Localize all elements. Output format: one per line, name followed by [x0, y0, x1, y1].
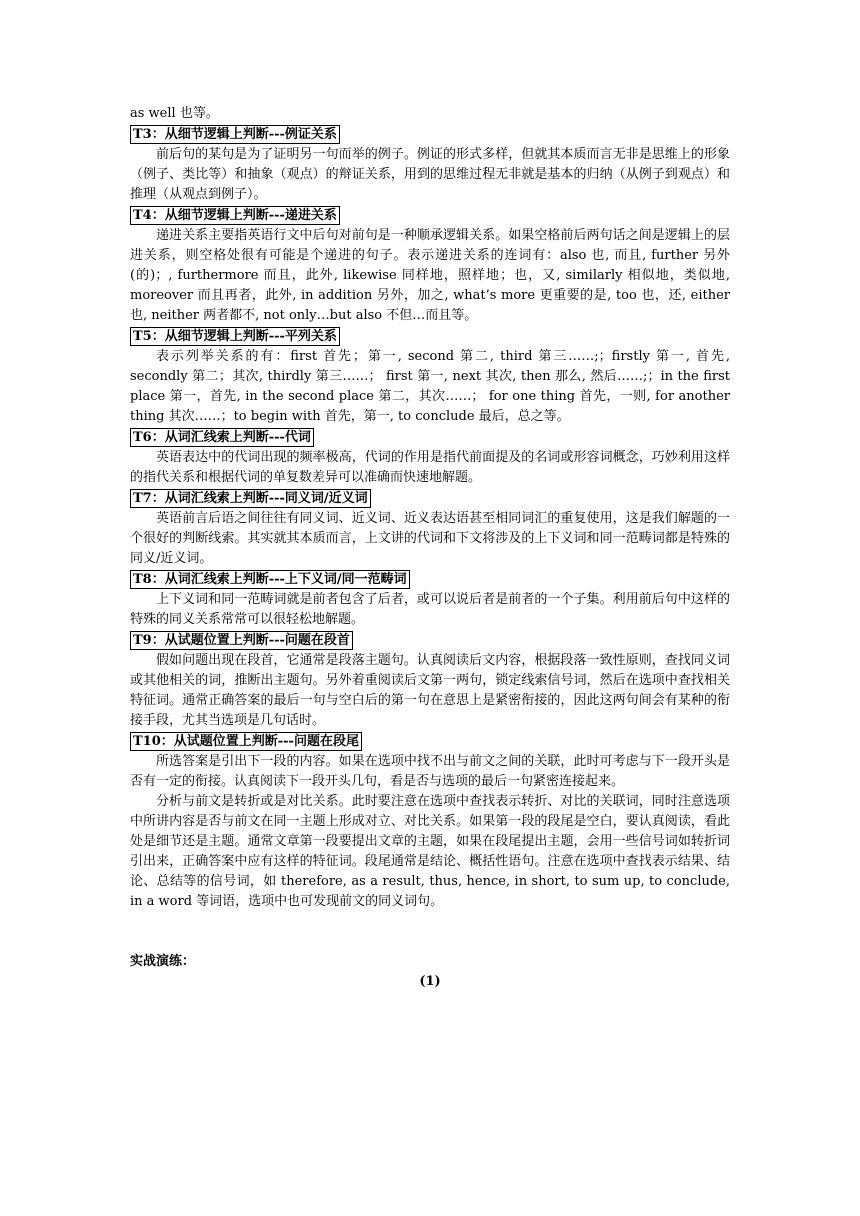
spacer [130, 912, 730, 952]
section-t8 [130, 569, 730, 630]
section-heading: T5：从细节逻辑上判断---平列关系 [130, 327, 340, 346]
section-paragraph: 分析与前文是转折或是对比关系。此时要注意在选项中查找表示转折、对比的关联词，同时注意选项中所讲内容是否与前文在同一主题上形成对立、对比关系。如果第一段的段尾是空白，要认真阅读，看此处是细节还是主题。通常文章第一段要提出文章的主题，如果在段尾提出主题，会用一些信号词如转折词引出来，正确答案中应有这样的特征词。段尾通常是结论、概括性语句。注意在选项中查找表示结果、结论、总结等的信号词，如 therefore, as a result, thus, hence, in short, to sum up, to conclude, in a word 等词语，选项中也可发现前文的同义词句。 [130, 794, 730, 909]
section-t5 [130, 326, 730, 427]
practice-number: (1) [419, 974, 441, 989]
section-heading: T3：从细节逻辑上判断---例证关系 [130, 125, 340, 144]
section-heading: T7：从词汇线索上判断---同义词/近义词 [130, 489, 371, 508]
section-paragraph: 表示列举关系的有：first 首先；第一, second 第二, third 第三……;；firstly 第一, 首先, secondly 第二；其次, thirdly 第三……； first 第一, next 其次, then 那么, 然后……;；in the first place 第一，首先, in the second place 第二，其次……； for one thing 首先，一则, for another thing 其次……；to begin with 首先，第一, to conclude 最后，总之等。 [130, 349, 730, 424]
section-heading: T6：从词汇线索上判断---代词 [130, 428, 314, 447]
section-paragraph: 英语前言后语之间往往有同义词、近义词、近义表达语甚至相同词汇的重复使用，这是我们解题的一个很好的判断线索。其实就其本质而言，上文讲的代词和下文将涉及的上下义词和同一范畴词都是特殊的同义/近义词。 [130, 511, 730, 566]
section-t10 [130, 731, 730, 912]
section-paragraph: 所选答案是引出下一段的内容。如果在选项中找不出与前文之间的关联，此时可考虑与下一段开头是否有一定的衔接。认真阅读下一段开头几句，看是否与选项的最后一句紧密连接起来。 [130, 754, 730, 789]
practice-label: 实战演练： [130, 954, 196, 969]
section-paragraph: 假如问题出现在段首，它通常是段落主题句。认真阅读后文内容，根据段落一致性原则，查找同义词或其他相关的词，推断出主题句。另外着重阅读后文第一两句，锁定线索信号词，然后在选项中查找相关特征词。通常正确答案的最后一句与空白后的第一句在意思上是紧密衔接的，因此这两句间会有某种的衔接手段，尤其当选项是几句话时。 [130, 653, 730, 728]
section-paragraph: 递进关系主要指英语行文中后句对前句是一种顺承逻辑关系。如果空格前后两句话之间是逻辑上的层进关系，则空格处很有可能是个递进的句子。表示递进关系的连词有：also 也, 而且, further 另外(的)；, furthermore 而且，此外, likewise 同样地，照样地；也，又, similarly 相似地，类似地, moreover 而且再者，此外, in addition 另外，加之, what’s more 更重要的是, too 也，还, either 也, neither 两者都不, not only…but also 不但…而且等。 [130, 228, 730, 323]
section-heading: T9：从试题位置上判断---问题在段首 [130, 631, 353, 650]
section-t6 [130, 427, 730, 488]
section-t9 [130, 630, 730, 731]
intro-tail-text: as well 也等。 [130, 106, 219, 121]
document-page [130, 104, 730, 992]
section-paragraph: 英语表达中的代词出现的频率极高，代词的作用是指代前面提及的名词或形容词概念，巧妙利用这样的指代关系和根据代词的单复数差异可以准确而快速地解题。 [130, 450, 730, 485]
section-heading: T8：从词汇线索上判断---上下义词/同一范畴词 [130, 570, 410, 589]
section-heading: T4：从细节逻辑上判断---递进关系 [130, 206, 340, 225]
section-t4 [130, 205, 730, 326]
section-t7 [130, 488, 730, 569]
section-t3 [130, 124, 730, 205]
section-heading: T10：从试题位置上判断---问题在段尾 [130, 732, 362, 751]
section-paragraph: 前后句的某句是为了证明另一句而举的例子。例证的形式多样，但就其本质而言无非是思维上的形象（例子、类比等）和抽象（观点）的辩证关系，用到的思维过程无非就是基本的归纳（从例子到观点）和推理（从观点到例子）。 [130, 147, 730, 202]
section-paragraph: 上下义词和同一范畴词就是前者包含了后者，或可以说后者是前者的一个子集。利用前后句中这样的特殊的同义关系常常可以很轻松地解题。 [130, 592, 730, 627]
